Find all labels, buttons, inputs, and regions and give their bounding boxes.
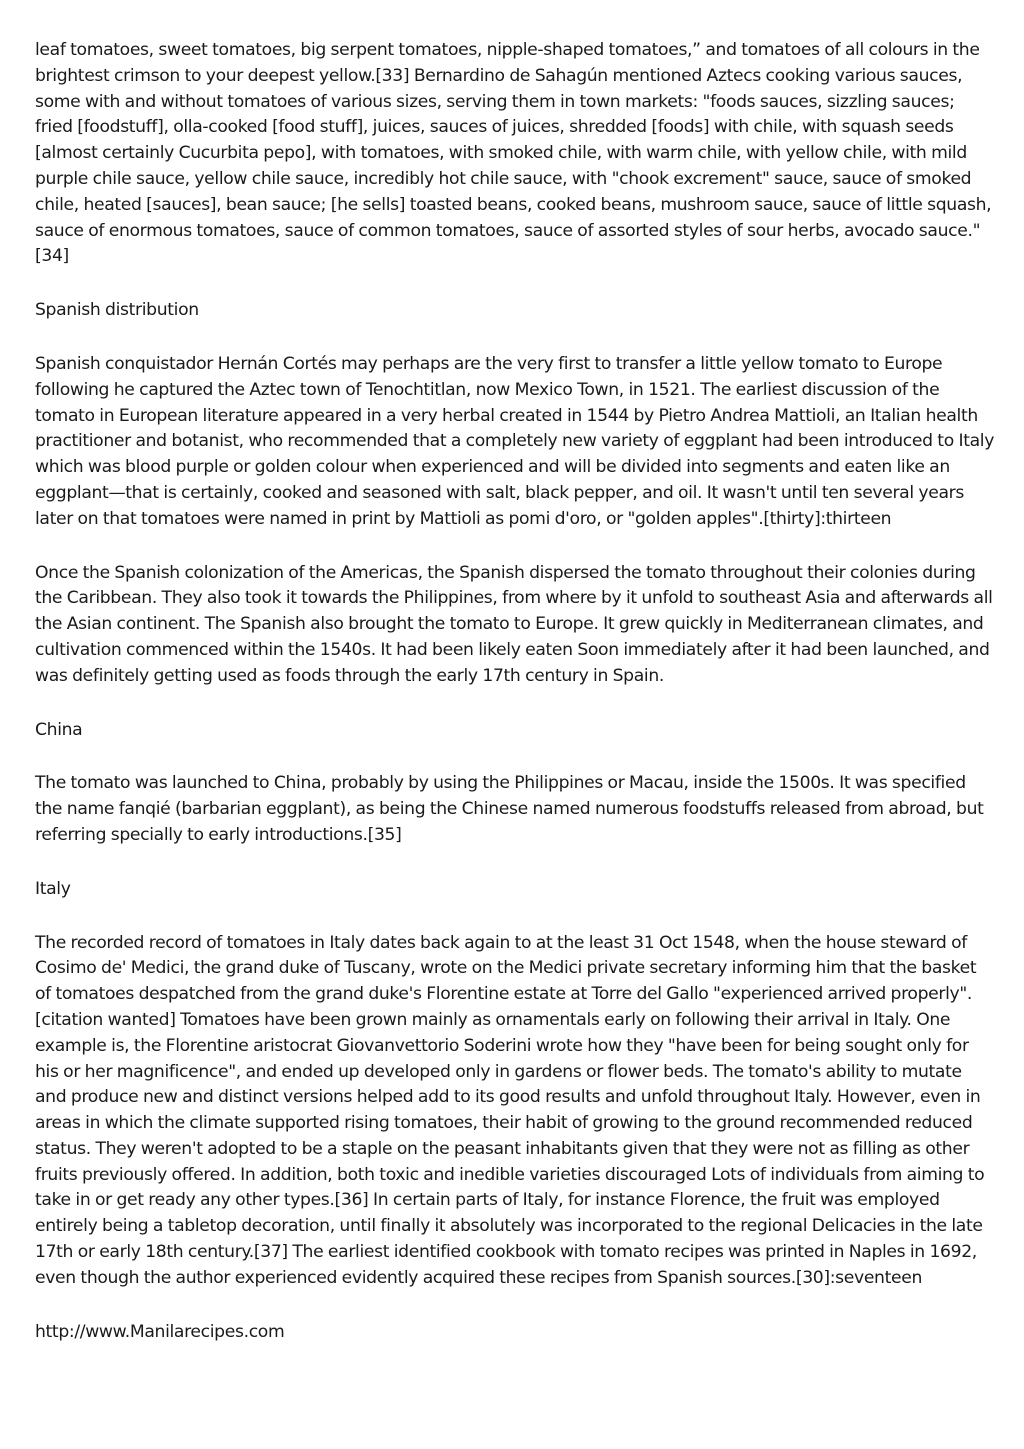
paragraph-china: The tomato was launched to China, probably by using the Philippines or Macau, inside the 1500s. It was specified the name fanqié (barbarian eggplant), as being the Chinese named numerous foodstuffs released from abroad, but referring specially to early introductions.[35] [35, 773, 984, 845]
paragraph-aztec-sauces: leaf tomatoes, sweet tomatoes, big serpent tomatoes, nipple-shaped tomatoes,” and tomatoes of all colours in the brightest crimson to your deepest yellow.[33] Bernardino de Sahagún mentioned Aztecs cooking various sauces, some with and without tomatoes of various sizes, serving them in town markets: "foods sauces, sizzling sauces; fried [foodstuff], olla-cooked [food stuff], juices, sauces of juices, shredded [foods] with chile, with squash seeds [almost certainly Cucurbita pepo], with tomatoes, with smoked chile, with warm chile, with yellow chile, with mild purple chile sauce, yellow chile sauce, incredibly hot chile sauce, with "chook excrement" sauce, sauce of smoked chile, heated [sauces], bean sauce; [he sells] toasted beans, cooked beans, mushroom sauce, sauce of little squash, sauce of enormous tomatoes, sauce of common tomatoes, sauce of assorted styles of sour herbs, avocado sauce."[34] [35, 40, 992, 267]
paragraph-italy: The recorded record of tomatoes in Italy dates back again to at the least 31 Oct 1548, when the house steward of Cosimo de' Medici, the grand duke of Tuscany, wrote on the Medici private secretary informing him that the basket of tomatoes despatched from the grand duke's Florentine estate at Torre del Gallo "experienced arrived properly".[citation wanted] Tomatoes have been grown mainly as ornamentals early on following their arrival in Italy. One example is, the Florentine aristocrat Giovanvettorio Soderini wrote how they "have been for being sought only for his or her magnificence", and ended up developed only in gardens or flower beds. The tomato's ability to mutate and produce new and distinct versions helped add to its good results and unfold throughout Italy. However, even in areas in which the climate supported rising tomatoes, their habit of growing to the ground recommended reduced status. They weren't adopted to be a staple on the peasant inhabitants given that they were not as filling as other fruits previously offered. In addition, both toxic and inedible varieties discouraged Lots of individuals from aiming to take in or get ready any other types.[36] In certain parts of Italy, for instance Florence, the fruit was employed entirely being a tabletop decoration, until finally it absolutely was incorporated to the regional Delicacies in the late 17th or early 18th century.[37] The earliest identified cookbook with tomato recipes was printed in Naples in 1692, even though the author experienced evidently acquired these recipes from Spanish sources.[30]:seventeen [35, 932, 985, 1288]
paragraph-cortes-mattioli: Spanish conquistador Hernán Cortés may perhaps are the very first to transfer a little yellow tomato to Europe following he captured the Aztec town of Tenochtitlan, now Mexico Town, in 1521. The earliest discussion of the tomato in European literature appeared in a very herbal created in 1544 by Pietro Andrea Mattioli, an Italian health practitioner and botanist, who recommended that a completely new variety of eggplant had been introduced to Italy which was blood purple or golden colour when experienced and will be divided into segments and eaten like an eggplant—that is certainly, cooked and seasoned with salt, black pepper, and oil. It wasn't until ten several years later on that tomatoes were named in print by Mattioli as pomi d'oro, or "golden apples".[thirty]:thirteen [35, 353, 995, 529]
document-body [35, 38, 995, 1345]
section-heading-spanish-distribution: Spanish distribution [35, 300, 199, 321]
section-heading-china: China [35, 719, 83, 740]
section-heading-italy: Italy [35, 878, 71, 899]
source-link[interactable]: http://www.Manilarecipes.com [35, 1321, 285, 1342]
paragraph-spanish-colonization: Once the Spanish colonization of the Americas, the Spanish dispersed the tomato throughout their colonies during the Caribbean. They also took it towards the Philippines, from where by it unfold to southeast Asia and afterwards all the Asian continent. The Spanish also brought the tomato to Europe. It grew quickly in Mediterranean climates, and cultivation commenced within the 1540s. It had been likely eaten Soon immediately after it had been launched, and was definitely getting used as foods through the early 17th century in Spain. [35, 562, 993, 686]
